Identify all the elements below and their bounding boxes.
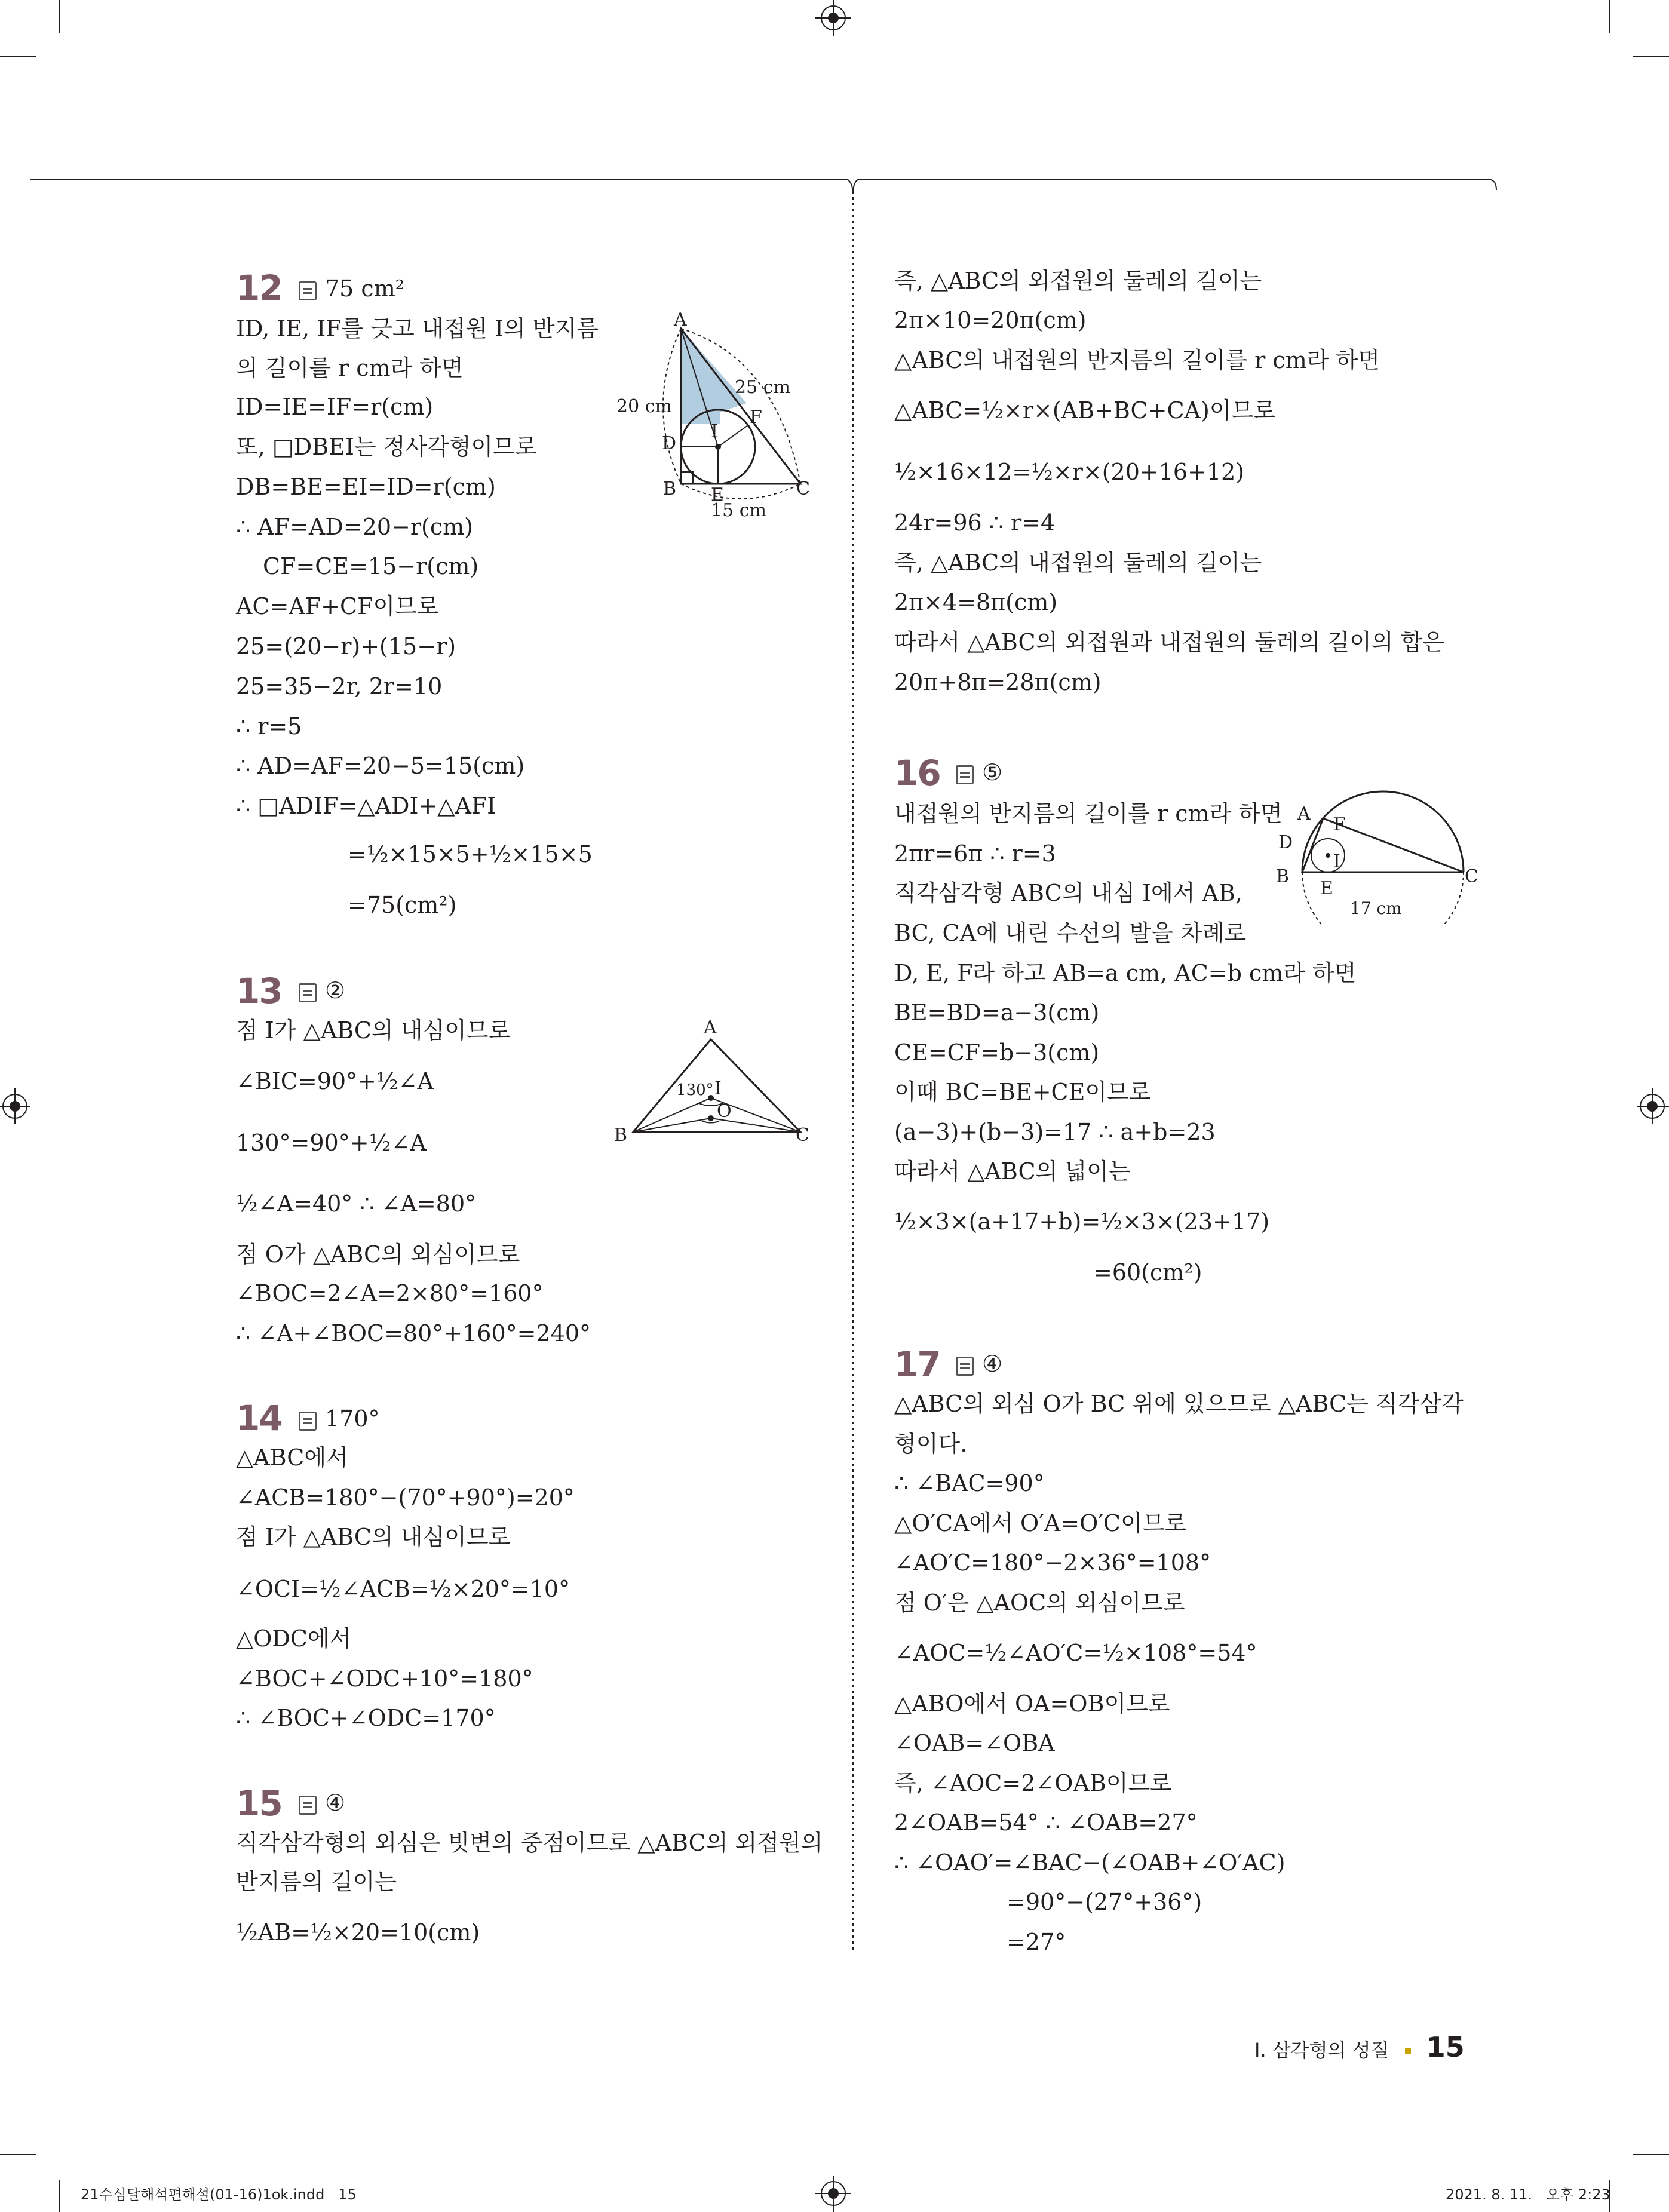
label-D: D [1278,832,1293,853]
p13-line: ∴ ∠A+∠BOC=80°+160°=240° [236,1320,591,1346]
figure-13-triangle [609,1016,824,1153]
label-D: D [662,433,677,454]
label-I: I [714,1078,722,1099]
label-F: F [750,407,762,428]
problem-number-14: 14 [236,1398,282,1438]
section-footer [1254,2031,1465,2063]
answer-17: ④ [956,1349,1002,1379]
p13-line: ½∠A=40° ∴ ∠A=80° [236,1191,477,1217]
label-angle: 130° [676,1081,714,1099]
page-number: 15 [1426,2031,1465,2063]
label-E: E [711,484,724,505]
p12-line: DB=BE=EI=ID=r(cm) [236,474,496,500]
p15-line: ½×16×12=½×r×(20+16+12) [894,459,1245,485]
label-O: O [717,1101,732,1122]
answer-15: ④ [299,1788,345,1818]
p17-line: △ABO에서 OA=OB이므로 [894,1691,1170,1717]
label-B: B [663,478,677,499]
p15-line: ½AB=½×20=10(cm) [236,1919,480,1946]
label-C: C [796,1125,809,1146]
p12-line: AC=AF+CF이므로 [236,593,439,619]
answer-13: ② [299,975,345,1005]
bullet-icon [1405,2048,1411,2054]
p12-line: ∴ AF=AD=20−r(cm) [236,514,473,540]
figure-16-semicircle [1266,789,1487,926]
label-F: F [1333,814,1346,835]
p17-line: △ABC의 외심 O가 BC 위에 있으므로 △ABC는 직각삼각 [894,1391,1464,1417]
p15-line: 따라서 △ABC의 외접원과 내접원의 둘레의 길이의 합은 [894,629,1445,655]
p12-line: 25=(20−r)+(15−r) [236,633,456,659]
p15-line: 2π×4=8π(cm) [894,589,1058,615]
label-bc: 17 cm [1350,898,1402,918]
p16-line: 직각삼각형 ABC의 내심 I에서 AB, [894,880,1243,906]
p13-line: ∠BIC=90°+½∠A [236,1068,434,1094]
p17-line: =27° [1007,1929,1066,1955]
p15-line: 즉, △ABC의 외접원의 둘레의 길이는 [894,268,1262,294]
label-I: I [711,421,718,442]
label-C: C [1465,866,1478,887]
answer-icon [299,1796,317,1815]
label-I: I [1333,851,1340,872]
p12-line: 의 길이를 r cm라 하면 [236,355,464,381]
p17-line: 2∠OAB=54° ∴ ∠OAB=27° [894,1809,1198,1836]
p15-line: 반지름의 길이는 [236,1869,397,1895]
registration-mark-top [815,0,851,36]
problem-number-17: 17 [894,1344,940,1385]
p12-line: ∴ AD=AF=20−5=15(cm) [236,753,525,779]
print-date: 2021. 8. 11. 오후 2:23 [1446,2186,1610,2203]
p15-line: 20π+8π=28π(cm) [894,669,1102,695]
p12-line: ∴ r=5 [236,713,302,740]
p16-line: 따라서 △ABC의 넓이는 [894,1158,1131,1185]
label-C: C [796,478,810,499]
problem-number-13: 13 [236,971,282,1011]
label-ab: 20 cm [616,396,672,417]
p16-line: CE=CF=b−3(cm) [894,1039,1100,1066]
label-B: B [1276,866,1290,887]
p15-line: 직각삼각형의 외심은 빗변의 중점이므로 △ABC의 외접원의 [236,1830,823,1856]
p15-line: 즉, △ABC의 내접원의 둘레의 길이는 [894,550,1262,576]
file-name: 21수심달해석편해설(01-16)1ok.indd 15 [81,2186,357,2203]
problem-number-16: 16 [894,753,940,793]
answer-14: 170° [299,1404,380,1434]
p14-line: ∠ACB=180°−(70°+90°)=20° [236,1484,575,1511]
p17-line: ∠AO′C=180°−2×36°=108° [894,1550,1211,1576]
p17-line: 형이다. [894,1431,968,1457]
p16-line: 내접원의 반지름의 길이를 r cm라 하면 [894,800,1283,827]
p16-line: 이때 BC=BE+CE이므로 [894,1079,1151,1105]
section-title: Ⅰ. 삼각형의 성질 [1254,2039,1389,2061]
p14-line: 점 I가 △ABC의 내심이므로 [236,1524,511,1550]
answer-icon [956,765,974,784]
label-B: B [614,1125,628,1146]
p16-line: =60(cm²) [1093,1259,1202,1286]
p12-line: ∴ □ADIF=△ADI+△AFI [236,793,496,819]
p16-line: BC, CA에 내린 수선의 발을 차례로 [894,920,1247,946]
label-E: E [1320,878,1333,899]
p12-line: ID=IE=IF=r(cm) [236,394,434,420]
p16-line: 2πr=6π ∴ r=3 [894,840,1056,867]
p17-line: ∠OAB=∠OBA [894,1730,1055,1756]
problem-number-12: 12 [236,268,282,308]
answer-icon [956,1357,974,1376]
p13-line: 130°=90°+½∠A [236,1130,427,1156]
p12-line: 25=35−2r, 2r=10 [236,673,443,700]
p14-line: △ODC에서 [236,1625,352,1652]
p15-line: 24r=96 ∴ r=4 [894,510,1056,536]
p12-line: =½×15×5+½×15×5 [348,841,593,867]
answer-16: ⑤ [956,757,1002,787]
answer-icon [299,1412,317,1431]
p14-line: ∠BOC+∠ODC+10°=180° [236,1665,533,1692]
p12-line: ID, IE, IF를 긋고 내접원 I의 반지름 [236,315,599,342]
p13-line: 점 O가 △ABC의 외심이므로 [236,1241,520,1268]
p16-line: BE=BD=a−3(cm) [894,999,1100,1026]
p12-line: CF=CE=15−r(cm) [263,553,479,579]
p16-line: (a−3)+(b−3)=17 ∴ a+b=23 [894,1119,1216,1145]
answer-icon [299,281,317,300]
label-A: A [1297,803,1311,824]
label-A: A [674,311,687,330]
p15-line: △ABC=½×r×(AB+BC+CA)이므로 [894,397,1275,424]
p15-line: △ABC의 내접원의 반지름의 길이를 r cm라 하면 [894,347,1380,373]
problem-number-15: 15 [236,1783,282,1824]
p12-line: 또, □DBEI는 정사각형이므로 [236,434,537,460]
p15-line: 2π×10=20π(cm) [894,307,1087,333]
p17-line: ∠AOC=½∠AO′C=½×108°=54° [894,1640,1257,1666]
p16-line: D, E, F라 하고 AB=a cm, AC=b cm라 하면 [894,960,1357,986]
p17-line: △O′CA에서 O′A=O′C이므로 [894,1510,1187,1536]
label-bc: 15 cm [711,500,766,521]
answer-12: 75 cm² [299,274,404,303]
p13-line: 점 I가 △ABC의 내심이므로 [236,1017,511,1044]
p17-line: 점 O′은 △AOC의 외심이므로 [894,1590,1185,1616]
answer-icon [299,983,317,1002]
p12-line: =75(cm²) [348,892,457,918]
p14-line: ∠OCI=½∠ACB=½×20°=10° [236,1576,570,1602]
figure-12-triangle [615,311,836,532]
p14-line: △ABC에서 [236,1444,348,1471]
label-A: A [704,1017,717,1038]
p14-line: ∴ ∠BOC+∠ODC=170° [236,1705,496,1731]
p17-line: ∴ ∠BAC=90° [894,1470,1045,1496]
p17-line: 즉, ∠AOC=2∠OAB이므로 [894,1770,1172,1796]
p17-line: =90°−(27°+36°) [1007,1889,1202,1915]
label-ac: 25 cm [735,377,790,398]
p17-line: ∴ ∠OAO′=∠BAC−(∠OAB+∠O′AC) [894,1849,1286,1876]
p13-line: ∠BOC=2∠A=2×80°=160° [236,1280,544,1306]
p16-line: ½×3×(a+17+b)=½×3×(23+17) [894,1208,1270,1235]
